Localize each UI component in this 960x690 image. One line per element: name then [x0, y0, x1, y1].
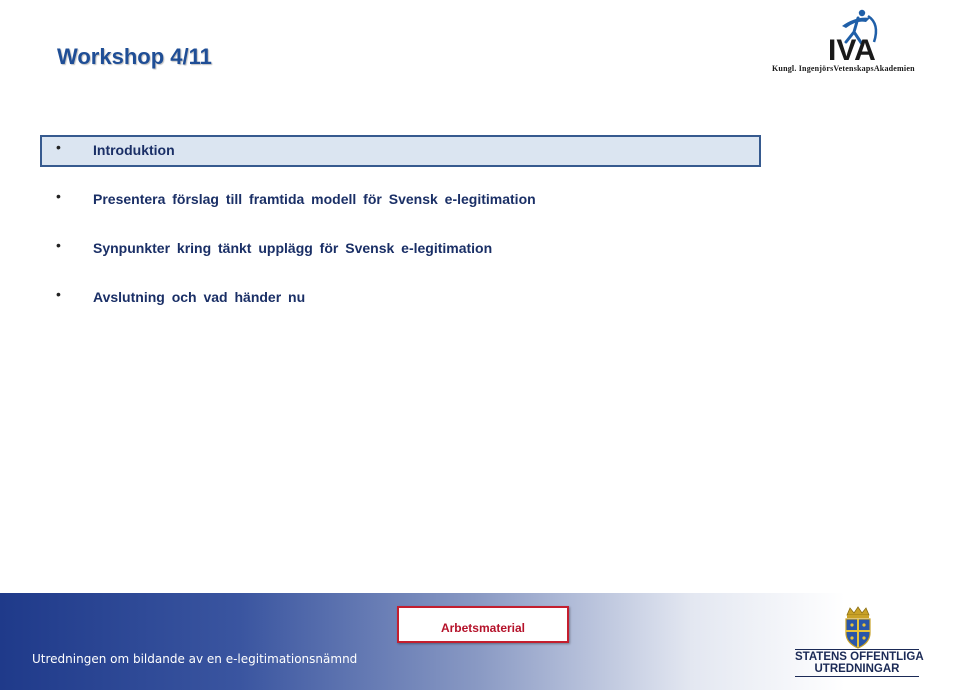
- agenda-item-presentera[interactable]: [40, 184, 760, 216]
- iva-letters: IVA: [828, 34, 876, 67]
- iva-tagline: Kungl. IngenjörsVetenskapsAkademien: [772, 64, 915, 73]
- badge-label: Arbetsmaterial: [440, 620, 526, 635]
- agenda-item-introduktion[interactable]: [40, 135, 761, 167]
- sou-name-line1: STATENS OFFENTLIGA: [795, 651, 924, 663]
- bullet-icon: •: [56, 139, 61, 155]
- agenda-item-label: Avslutning och vad händer nu: [93, 289, 306, 305]
- page-title: Workshop 4/11: [57, 44, 212, 69]
- agenda-item-label: Introduktion: [93, 142, 175, 158]
- agenda-item-synpunkter[interactable]: [40, 233, 760, 265]
- crown-shield-icon: [841, 605, 875, 649]
- sou-name-line2: UTREDNINGAR: [795, 663, 919, 677]
- arbetsmaterial-badge: [397, 606, 569, 643]
- footer-bar: [0, 593, 960, 690]
- bullet-icon: •: [56, 188, 61, 204]
- agenda-item-avslutning[interactable]: [40, 282, 760, 314]
- footer-text: Utredningen om bildande av en e-legitimationsnämnd: [32, 652, 358, 666]
- bullet-icon: •: [56, 286, 61, 302]
- bullet-icon: •: [56, 237, 61, 253]
- agenda-item-label: Presentera förslag till framtida modell för Svensk e-legitimation: [93, 191, 536, 207]
- agenda-item-label: Synpunkter kring tänkt upplägg för Svensk e-legitimation: [93, 240, 493, 256]
